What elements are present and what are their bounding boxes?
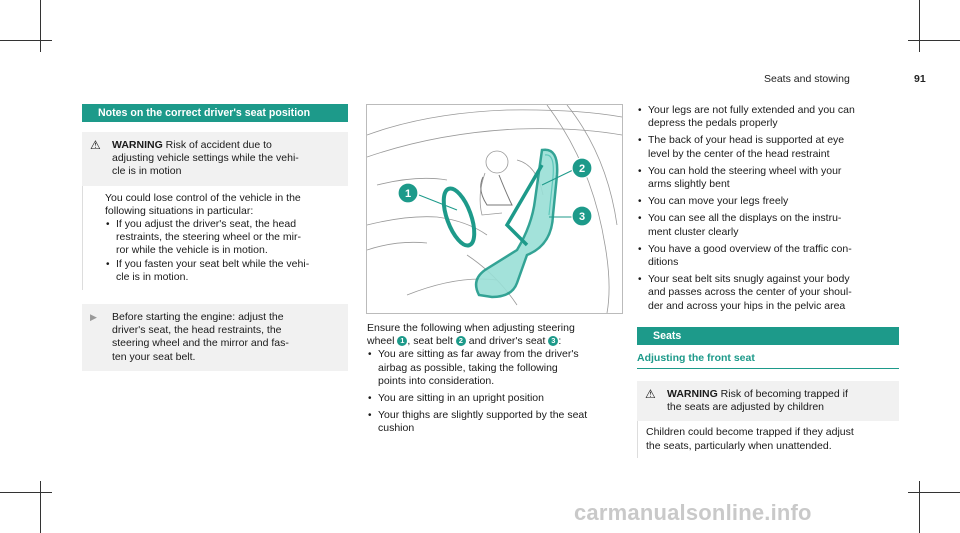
list-line: cushion	[378, 422, 415, 435]
list-item	[637, 212, 899, 238]
list-line: The back of your head is supported at eye	[648, 134, 845, 147]
svg-text:3: 3	[578, 211, 586, 223]
list-item	[637, 134, 899, 160]
section-heading: Notes on the correct driver's seat position	[82, 104, 348, 122]
list-line: airbag as possible, taking the following	[378, 361, 558, 374]
list-item	[637, 243, 899, 269]
callout-ref-2: 2	[456, 336, 466, 346]
list-item	[367, 409, 629, 435]
warning-box	[82, 132, 348, 186]
list-line: depress the pedals properly	[648, 117, 778, 130]
list-item	[637, 165, 899, 191]
crop-mark	[908, 492, 960, 493]
arrow-right-icon: ▶	[90, 312, 97, 323]
list-line: and passes across the center of your shoul-	[648, 286, 852, 299]
list-line: ment cluster clearly	[648, 225, 739, 238]
warning-box	[637, 381, 899, 421]
callout-1	[398, 183, 418, 203]
svg-text:2: 2	[578, 163, 586, 175]
list-item	[367, 392, 629, 405]
warning-text	[112, 139, 299, 179]
warning-line: adjusting vehicle settings while the vehi-	[112, 152, 299, 165]
list-line: If you adjust the driver's seat, the head	[116, 218, 297, 231]
info-line: ten your seat belt.	[112, 350, 196, 363]
list-line: cle is in motion.	[116, 270, 189, 283]
list-line: Your seat belt sits snugly against your body	[648, 273, 850, 286]
warning-triangle-icon: ⚠	[90, 138, 101, 152]
warning-header	[645, 388, 891, 414]
left-column	[82, 104, 348, 371]
warning-header	[90, 139, 340, 179]
warning-bullets	[105, 218, 340, 284]
list-line: You can see all the displays on the instru-	[648, 212, 842, 225]
list-line: You are sitting in an upright position	[378, 392, 544, 405]
warning-triangle-icon: ⚠	[645, 387, 656, 402]
right-column	[637, 104, 899, 458]
warning-label: WARNING	[667, 388, 718, 401]
section-heading-seats: Seats	[637, 327, 899, 345]
list-line: ror while the vehicle is in motion.	[116, 244, 268, 257]
ensure-bullets	[367, 348, 629, 435]
text-fragment: wheel	[367, 335, 395, 348]
list-line: der and across your hips in the pelvic area	[648, 299, 846, 312]
seat-position-illustration	[366, 104, 623, 314]
svg-text:1: 1	[404, 188, 412, 200]
running-header-title: Seats and stowing	[764, 73, 850, 85]
callout-ref-3: 3	[548, 336, 558, 346]
crop-mark	[0, 492, 52, 493]
warning-line: Risk of accident due to	[165, 139, 272, 151]
warning-label: WARNING	[112, 139, 163, 151]
list-line: You can move your legs freely	[648, 195, 789, 208]
list-line: Your thighs are slightly supported by the seat	[378, 409, 588, 422]
warning-line: Risk of becoming trapped if	[720, 388, 848, 401]
callout-3	[572, 206, 592, 226]
crop-mark	[0, 40, 52, 41]
list-item	[637, 104, 899, 130]
intro-line: following situations in particular:	[105, 204, 254, 217]
list-line: Your legs are not fully extended and you can	[648, 104, 855, 116]
callout-ref-1: 1	[397, 336, 407, 346]
info-line: steering wheel and the mirror and fas-	[112, 337, 289, 350]
list-item	[105, 258, 340, 284]
crop-mark	[919, 0, 920, 52]
warning-line: cle is in motion	[112, 165, 182, 178]
subheading: Adjusting the front seat	[637, 352, 899, 369]
text-fragment: , seat belt	[407, 335, 453, 348]
list-item	[637, 195, 899, 208]
info-line: driver's seat, the head restraints, the	[112, 324, 282, 337]
warning-text	[667, 388, 848, 414]
list-item	[105, 218, 340, 258]
list-item	[367, 348, 629, 388]
list-line: You are sitting as far away from the driver's	[378, 348, 579, 361]
list-line: You have a good overview of the traffic con-	[648, 242, 852, 255]
list-line: points into consideration.	[378, 374, 495, 387]
warning-line: the seats are adjusted by children	[667, 401, 825, 414]
list-line: You can hold the steering wheel with your	[648, 164, 842, 177]
list-line: ditions	[648, 256, 679, 269]
list-line: If you fasten your seat belt while the vehi-	[116, 257, 310, 270]
list-item	[637, 273, 899, 313]
crop-mark	[908, 40, 960, 41]
text-fragment: and driver's seat	[468, 335, 546, 348]
info-text	[112, 311, 289, 364]
list-line: arms slightly bent	[648, 178, 730, 191]
position-bullets	[637, 104, 899, 313]
crop-mark	[40, 481, 41, 533]
warning-body	[637, 421, 899, 457]
info-line: Before starting the engine: adjust the	[112, 311, 284, 324]
list-line: level by the center of the head restraint	[648, 147, 830, 160]
info-box	[82, 304, 348, 371]
page-number: 91	[914, 73, 926, 85]
text-fragment: :	[558, 335, 562, 348]
middle-column-text	[367, 322, 629, 436]
driver-illustration	[367, 105, 622, 313]
ensure-line	[367, 335, 629, 348]
ensure-line: Ensure the following when adjusting steering	[367, 322, 575, 334]
watermark: carmanualsonline.info	[574, 500, 812, 525]
list-line: restraints, the steering wheel or the mir-	[116, 231, 301, 244]
warning-body	[82, 186, 348, 290]
callout-2	[572, 158, 592, 178]
crop-mark	[40, 0, 41, 52]
crop-mark	[919, 481, 920, 533]
warning-body-line: Children could become trapped if they adjust	[646, 426, 854, 439]
warning-body-line: the seats, particularly when unattended.	[646, 439, 832, 452]
intro-line: You could lose control of the vehicle in the	[105, 191, 301, 204]
